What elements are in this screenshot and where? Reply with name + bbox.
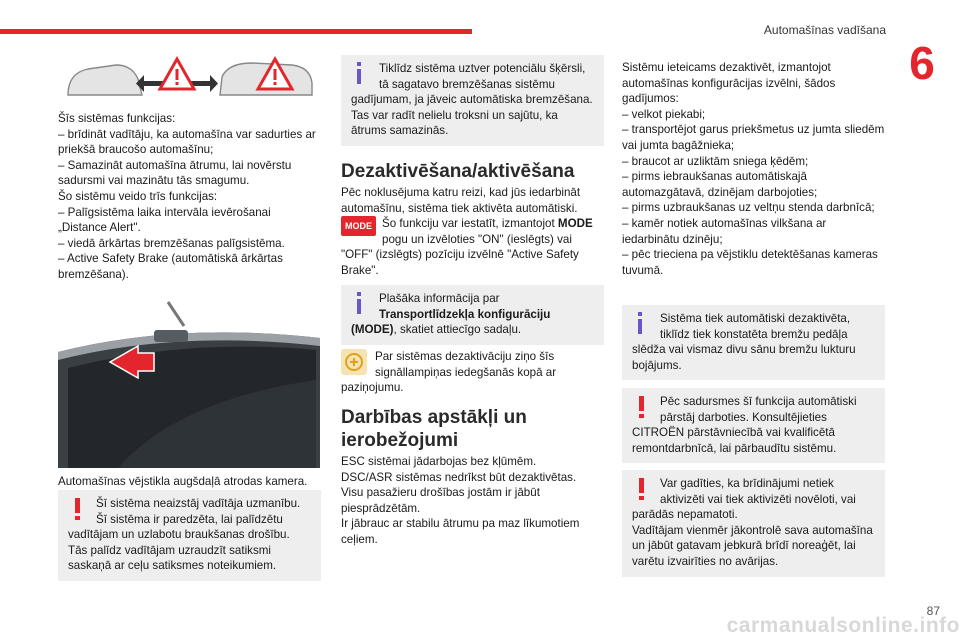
- note-line: Šī sistēma ir paredzēta, lai palīdzētu vadītājam un uzlabotu braukšanas drošību.: [68, 512, 290, 542]
- text-line: – Samazināt automašīna ātrumu, lai novērstu sadursmi vai mazinātu tās smagumu.: [58, 158, 292, 188]
- list-item: – braucot ar uzliktām sniega ķēdēm;: [622, 154, 809, 168]
- paragraph-mode: [341, 216, 605, 278]
- text-line: Visu pasažieru drošības jostām ir jābūt piesprādzētām.: [341, 486, 540, 515]
- info-note-mode-config: [341, 285, 604, 345]
- list-item: – velkot piekabi;: [622, 107, 706, 121]
- chapter-number: 6: [909, 37, 935, 89]
- heading-deactivation: Dezaktivēšana/aktivēšana: [341, 161, 575, 182]
- list-item: – pēc trieciena pa vējstiklu detektēšanas kameras tuvumā.: [622, 248, 878, 277]
- text-span: pogu un izvēloties "ON" (ieslēgts) vai "OFF" (izslēgts) pozīciju izvēlnē "Active Safety Brake".: [341, 232, 579, 277]
- note-text: Sistēma tiek automātiski dezaktivēta, tiklīdz tiek konstatēta bremžu pedāļa slēdža vai vismaz divu sānu bremžu lukturu bojājums.: [632, 312, 856, 372]
- text-line: ESC sistēmai jādarbojas bez kļūmēm.: [341, 455, 537, 468]
- warning-exclamation-icon: [68, 496, 88, 520]
- header-accent-bar: [0, 29, 472, 34]
- warning-exclamation-icon: [632, 394, 652, 418]
- collision-warning-illustration: [60, 55, 322, 105]
- text-span: Šo funkciju var iestatīt, izmantojot: [382, 217, 558, 231]
- list-item: Sistēmu ieteicams dezaktivēt, izmantojot automašīnas konfigurācijas izvēlni, šādos gadījumos:: [622, 61, 836, 106]
- windshield-camera-photo: [58, 290, 320, 468]
- mode-button-icon: MODE: [341, 216, 376, 236]
- note-line: Vadītājam vienmēr jākontrolē sava automašīna un jābūt gatavam jebkurā brīdī noreaģēt, lai varētu izvairīties no avārijas.: [632, 523, 873, 568]
- note-text: Pēc sadursmes šī funkcija automātiski pārstāj darboties. Konsultējieties CITROËN pārstāvniecībā vai kvalificētā remontdarbnīcā, lai pārbaudītu sistēmu.: [632, 395, 857, 455]
- list-item: – kamēr notiek automašīnas vilkšana ar iedarbinātu dzinēju;: [622, 216, 827, 246]
- info-note-brake-prep: [341, 55, 604, 146]
- text-line: – Palīgsistēma laika intervāla ievērošanai „Distance Alert".: [58, 205, 271, 235]
- warning-exclamation-icon: [632, 476, 652, 500]
- info-icon: [632, 311, 652, 335]
- list-item: – pirms uzbraukšanas uz veltņu stenda darbnīcā;: [622, 201, 875, 215]
- paragraph: Par sistēmas dezaktivāciju ziņo šīs signāllampiņas iedegšanās kopā ar paziņojumu.: [341, 350, 557, 395]
- lamp-note: [341, 349, 605, 396]
- note-line: Tās palīdz vadītājam uzraudzīt satiksmi saskaņā ar ceļu satiksmes noteikumiem.: [68, 543, 277, 573]
- deactivation-text: [341, 185, 605, 279]
- page-number: 87: [926, 604, 940, 618]
- text-bold: MODE: [557, 217, 593, 231]
- text-line: – brīdināt vadītāju, ka automašīna var sadurties ar priekšā braucošo automašīnu;: [58, 127, 316, 157]
- text-line: Šīs sistēmas funkcijas:: [58, 112, 176, 125]
- warning-lamp-icon: [341, 349, 367, 375]
- note-line: Šī sistēma neaizstāj vadītāja uzmanību.: [96, 497, 301, 510]
- heading-operating-conditions: Darbības apstākļi un ierobežojumi: [341, 407, 527, 451]
- text-line: Ir jābrauc ar stabilu ātrumu pa maz līkumotiem ceļiem.: [341, 517, 580, 546]
- warning-note-collision: [622, 388, 885, 463]
- warning-note-false-alerts: [622, 470, 885, 577]
- text-line: DSC/ASR sistēmas nedrīkst būt dezaktivētas.: [341, 470, 577, 484]
- note-text: Tiklīdz sistēma uztver potenciālu šķērsli, tā sagatavo bremzēšanas sistēmu gadījumam, ja jāveic automātiska bremzēšana. Tas var radīt nelielu troksni un sajūtu, ka ātrums samazinās.: [351, 62, 593, 138]
- info-icon: [351, 61, 371, 85]
- deactivation-recommendations: [622, 60, 886, 278]
- info-note-auto-deactivation: [622, 305, 885, 380]
- text-line: – viedā ārkārtas bremzēšanas palīgsistēma.: [58, 236, 285, 250]
- list-item: – transportējot garus priekšmetus uz jumta sliedēm vai jumta bagāžnieka;: [622, 123, 885, 152]
- info-icon: [351, 291, 371, 315]
- camera-caption: Automašīnas vējstikla augšdaļā atrodas kamera.: [58, 475, 308, 488]
- text-line: – Active Safety Brake (automātiskā ārkārtas bremzēšana).: [58, 252, 283, 281]
- note-text: Plašāka informācija par Transportlīdzekļa konfigurāciju (MODE), skatiet attiecīgo sadaļu.: [351, 292, 551, 337]
- watermark: carmanualsonline.info: [726, 614, 960, 637]
- text-line: Šo sistēmu veido trīs funkcijas:: [58, 189, 218, 203]
- functions-description: [58, 111, 322, 283]
- operating-conditions-text: [341, 454, 605, 548]
- paragraph: Pēc noklusējuma katru reizi, kad jūs iedarbināt automašīnu, sistēma tiek aktivēta automātiski.: [341, 186, 581, 215]
- list-item: – pirms iebraukšanas automātiskajā automazgātavā, dzinējam darbojoties;: [622, 170, 818, 199]
- note-line: Var gadīties, ka brīdinājumi netiek aktivizēti vai tiek aktivizēti novēloti, vai parādās nepamatoti.: [632, 477, 856, 522]
- chapter-title: Automašīnas vadīšana: [763, 23, 886, 37]
- warning-note-attention: [58, 490, 321, 581]
